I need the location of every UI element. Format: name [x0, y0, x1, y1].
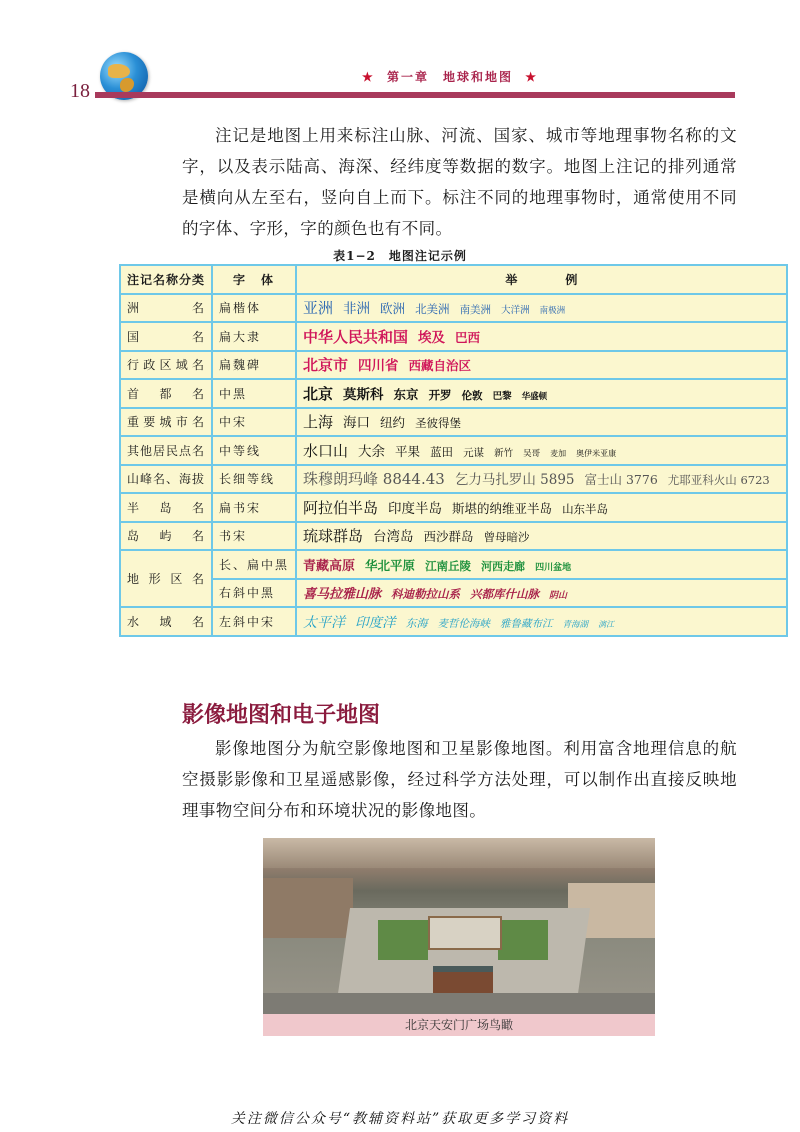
chapter-title: 第一章 地球和地图 [386, 70, 513, 84]
font-cell: 中等线 [212, 436, 296, 465]
example-text: 东京 [393, 386, 419, 402]
examples-cell [296, 607, 787, 636]
example-text: 东海 [405, 616, 428, 630]
examples-cell [296, 522, 787, 551]
example-text: 中华人民共和国 [303, 327, 409, 346]
examples-cell [296, 493, 787, 522]
tiananmen-aerial-photo [263, 838, 655, 1014]
table-row [120, 322, 787, 351]
photo-frame [263, 838, 655, 1036]
example-text: 纽约 [380, 415, 406, 431]
example-text: 麦哲伦海峡 [437, 617, 491, 630]
table-row [120, 351, 787, 380]
example-text: 西藏自治区 [408, 358, 472, 374]
header-category: 注记名称分类 [120, 265, 212, 294]
example-text: 欧洲 [380, 301, 406, 317]
example-text: 华盛顿 [521, 391, 548, 402]
examples-cell [296, 436, 787, 465]
example-text: 圣彼得堡 [415, 416, 462, 431]
category-cell: 重要城市名 [120, 408, 212, 437]
category-cell: 首都名 [120, 379, 212, 408]
table-row [120, 579, 787, 608]
photo-caption: 北京天安门广场鸟瞰 [404, 1018, 513, 1032]
example-text: 上海 [303, 413, 334, 432]
example-text: 莫斯科 [343, 386, 384, 403]
example-text: 喜马拉雅山脉 [303, 587, 382, 603]
examples-cell [296, 351, 787, 380]
example-text: 海口 [343, 415, 371, 432]
font-cell: 扁楷体 [212, 294, 296, 323]
example-text: 江南丘陵 [425, 558, 472, 573]
example-text: 印度半岛 [388, 500, 443, 517]
font-cell: 右斜中黑 [212, 579, 296, 608]
example-text: 北京市 [303, 356, 349, 375]
examples-cell [296, 379, 787, 408]
examples-cell [296, 550, 787, 579]
category-cell: 国名 [120, 322, 212, 351]
example-text: 埃及 [418, 329, 446, 346]
header-bar [95, 92, 735, 98]
chapter-header [300, 68, 600, 85]
example-text: 大洋洲 [501, 305, 530, 317]
category-cell: 岛屿名 [120, 522, 212, 551]
example-text: 阴山 [549, 591, 568, 602]
font-cell: 扁书宋 [212, 493, 296, 522]
footer-note: 关注微信公众号“教辅资料站”获取更多学习资料 [230, 1111, 570, 1127]
example-text: 太平洋 [303, 614, 346, 631]
example-text: 四川省 [358, 358, 399, 375]
star-icon: ★ [525, 70, 538, 84]
table-row [120, 465, 787, 494]
font-cell: 左斜中宋 [212, 607, 296, 636]
example-text: 北京 [303, 384, 334, 403]
example-text: 琉球群岛 [303, 527, 364, 546]
example-text: 南美洲 [459, 304, 492, 317]
example-text: 曾母暗沙 [483, 530, 530, 545]
example-text: 漓江 [598, 619, 615, 629]
font-cell: 长、扁中黑 [212, 550, 296, 579]
font-cell: 扁魏碑 [212, 351, 296, 380]
example-text: 奥伊米亚康 [576, 448, 617, 458]
example-text: 蓝田 [430, 444, 454, 459]
example-text: 大余 [358, 443, 386, 460]
example-text: 非洲 [343, 301, 371, 318]
example-text: 伦敦 [461, 389, 483, 402]
font-cell: 中黑 [212, 379, 296, 408]
category-cell: 其他居民点名 [120, 436, 212, 465]
page-number: 18 [70, 80, 90, 102]
table-header-row [120, 265, 787, 294]
examples-cell [296, 294, 787, 323]
example-text: 斯堪的纳维亚半岛 [452, 500, 553, 516]
table-row [120, 379, 787, 408]
example-text: 山东半岛 [562, 501, 609, 516]
star-icon: ★ [362, 70, 375, 84]
example-text: 台湾岛 [373, 529, 414, 546]
section-title: 影像地图和电子地图 [182, 703, 381, 728]
example-text: 珠穆朗玛峰 8844.43 [303, 470, 445, 489]
table-row [120, 493, 787, 522]
header-examples: 举 例 [296, 265, 787, 294]
category-cell: 洲名 [120, 294, 212, 323]
example-text: 巴西 [455, 329, 481, 345]
example-text: 雅鲁藏布江 [500, 617, 553, 630]
example-text: 富士山 3776 [584, 472, 658, 488]
table-row [120, 436, 787, 465]
example-text: 尤耶亚科火山 6723 [667, 473, 770, 488]
example-text: 北美洲 [415, 302, 450, 317]
table-row [120, 408, 787, 437]
table-caption: 表1−2 地图注记示例 [333, 249, 467, 263]
category-cell: 行政区域名 [120, 351, 212, 380]
example-text: 水口山 [303, 441, 349, 460]
table-row [120, 550, 787, 579]
example-text: 亚洲 [303, 299, 334, 318]
example-text: 新竹 [494, 447, 514, 459]
category-cell: 山峰名、海拔 [120, 465, 212, 494]
example-text: 南极洲 [539, 306, 566, 317]
font-cell: 中宋 [212, 408, 296, 437]
example-text: 西沙群岛 [423, 529, 474, 545]
examples-cell [296, 579, 787, 608]
examples-cell [296, 408, 787, 437]
example-text: 青海湖 [562, 619, 589, 630]
font-cell: 长细等线 [212, 465, 296, 494]
annotation-table [119, 264, 788, 637]
example-text: 四川盆地 [535, 562, 572, 573]
example-text: 青藏高原 [303, 558, 356, 574]
example-text: 兴都库什山脉 [470, 587, 540, 602]
example-text: 科迪勒拉山系 [391, 587, 461, 602]
table-row [120, 522, 787, 551]
example-text: 印度洋 [355, 614, 396, 631]
example-text: 元谋 [463, 446, 485, 459]
example-text: 乞力马扎罗山 5895 [454, 472, 575, 489]
example-text: 华北平原 [365, 557, 416, 573]
font-cell: 书宋 [212, 522, 296, 551]
example-text: 吴哥 [523, 448, 541, 459]
example-text: 麦加 [550, 448, 567, 458]
category-cell: 地形区名 [120, 550, 212, 607]
category-cell: 水域名 [120, 607, 212, 636]
paragraph-annotations: 注记是地图上用来标注山脉、河流、国家、城市等地理事物名称的文字，以及表示陆高、海深、经纬度等数据的数字。地图上注记的排列通常是横向从左至右，竖向自上而下。标注不同的地理事物时，通常使用不同的字体、字形，字的颜色也有不同。 [182, 126, 737, 238]
paragraph-image-maps: 影像地图分为航空影像地图和卫星影像地图。利用富含地理信息的航空摄影影像和卫星遥感影像，经过科学方法处理，可以制作出直接反映地理事物空间分布和环境状况的影像地图。 [182, 739, 737, 820]
example-text: 河西走廊 [481, 559, 526, 573]
example-text: 开罗 [428, 387, 452, 402]
font-cell: 扁大隶 [212, 322, 296, 351]
category-cell: 半岛名 [120, 493, 212, 522]
example-text: 阿拉伯半岛 [303, 498, 379, 517]
examples-cell [296, 322, 787, 351]
examples-cell [296, 465, 787, 494]
table-row [120, 294, 787, 323]
header-font: 字 体 [212, 265, 296, 294]
table-row [120, 607, 787, 636]
example-text: 巴黎 [492, 390, 512, 402]
example-text: 平果 [395, 443, 421, 459]
